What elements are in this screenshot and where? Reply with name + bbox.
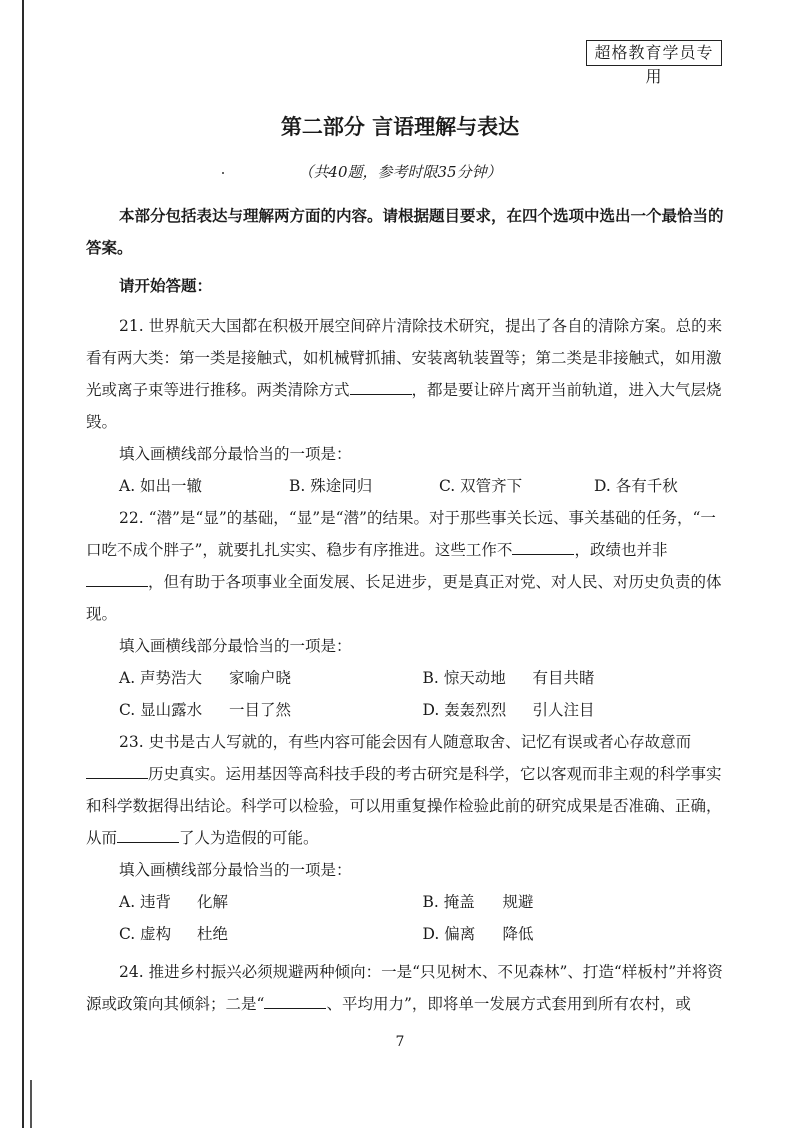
answer-blank — [117, 824, 179, 843]
option-d-label: D. 轰轰烈烈 — [422, 701, 507, 719]
option-a-label: A. 违背 — [119, 893, 172, 911]
option-c-label: C. 虚构 — [119, 925, 172, 943]
option-a-label: A. 声势浩大 — [119, 669, 203, 687]
option-b-label: B. 掩盖 — [422, 893, 475, 911]
question-21-prompt: 填入画横线部分最恰当的一项是： — [119, 445, 352, 463]
answer-blank — [86, 568, 148, 587]
option-b: B. 殊途同归 — [289, 477, 373, 495]
question-23: 23. 史书是古人写就的，有些内容可能会因有人随意取舍、记忆有误或者心存故意而历史真实。运用基因等高科技手段的考古研究是科学，它以客观而非主观的科学事实和科学数据得出结论。科学可以检验，可以用重复操作检验此前的研究成果是否准确、正确，从而 了人为造假的可能。 — [86, 733, 722, 847]
question-22-prompt: 填入画横线部分最恰当的一项是： — [119, 637, 352, 655]
question-23-options-row-1 — [86, 886, 726, 918]
question-23-options-row-2 — [86, 918, 726, 950]
option-d-value: 引人注目 — [532, 701, 595, 719]
answer-blank — [264, 990, 326, 1009]
question-22: 22. “潜”是“显”的基础，“显”是“潜”的结果。对于那些事关长远、事关基础的任务，“一口吃不成个胖子”，就要扎扎实实、稳步有序推进。这些工作不 ，政绩也并非，但有助于各项事业全面发展、长足进步，更是真正对党、对人民、对历史负责的体现。 — [86, 509, 722, 623]
option-b-label: B. 惊天动地 — [422, 669, 506, 687]
start-instruction: 请开始答题： — [119, 277, 213, 295]
question-24: 24. 推进乡村振兴必须规避两种倾向：一是“只见树木、不见森林”、打造“样板村”并将资源或政策向其倾斜；二是“ 、平均用力”，即将单一发展方式套用到所有农村，或 — [86, 963, 723, 1013]
question-23-prompt: 填入画横线部分最恰当的一项是： — [119, 861, 352, 879]
option-d-value: 降低 — [502, 925, 534, 943]
answer-blank — [350, 376, 412, 395]
answer-blank — [86, 760, 148, 779]
option-a-value: 化解 — [197, 893, 229, 911]
answer-blank — [512, 536, 574, 555]
option-b-value: 规避 — [502, 893, 534, 911]
section-intro: 本部分包括表达与理解两方面的内容。请根据题目要求，在四个选项中选出一个最恰当的答案。 — [86, 207, 724, 257]
section-subtitle: （共40题，参考时限35分钟） — [298, 163, 502, 181]
question-22-options-row-2 — [86, 694, 726, 726]
scan-edge-mark — [30, 1080, 32, 1128]
option-b-value: 有目共睹 — [532, 669, 595, 687]
question-content — [86, 200, 726, 1020]
option-c-value: 一目了然 — [229, 701, 292, 719]
option-c: C. 双管齐下 — [439, 477, 523, 495]
header-stamp: 超格教育学员专用 — [586, 40, 722, 66]
section-title: 第二部分 言语理解与表达 — [280, 115, 520, 139]
option-c-label: C. 显山露水 — [119, 701, 203, 719]
question-22-options-row-1 — [86, 662, 726, 694]
option-a-value: 家喻户晓 — [229, 669, 292, 687]
question-21: 21. 世界航天大国都在积极开展空间碎片清除技术研究，提出了各自的清除方案。总的来看有两大类：第一类是接触式，如机械臂抓捕、安装离轨装置等；第二类是非接触式，如用激光或离子束等进行推移。两类清除方式 ，都是要让碎片离开当前轨道，进入大气层烧毁。 — [86, 317, 723, 431]
page-number: 7 — [395, 1034, 405, 1050]
option-c-value: 杜绝 — [197, 925, 229, 943]
option-d-label: D. 偏离 — [422, 925, 476, 943]
question-21-options — [86, 470, 726, 502]
option-a: A. 如出一辙 — [119, 477, 203, 495]
option-d: D. 各有千秋 — [594, 477, 678, 495]
